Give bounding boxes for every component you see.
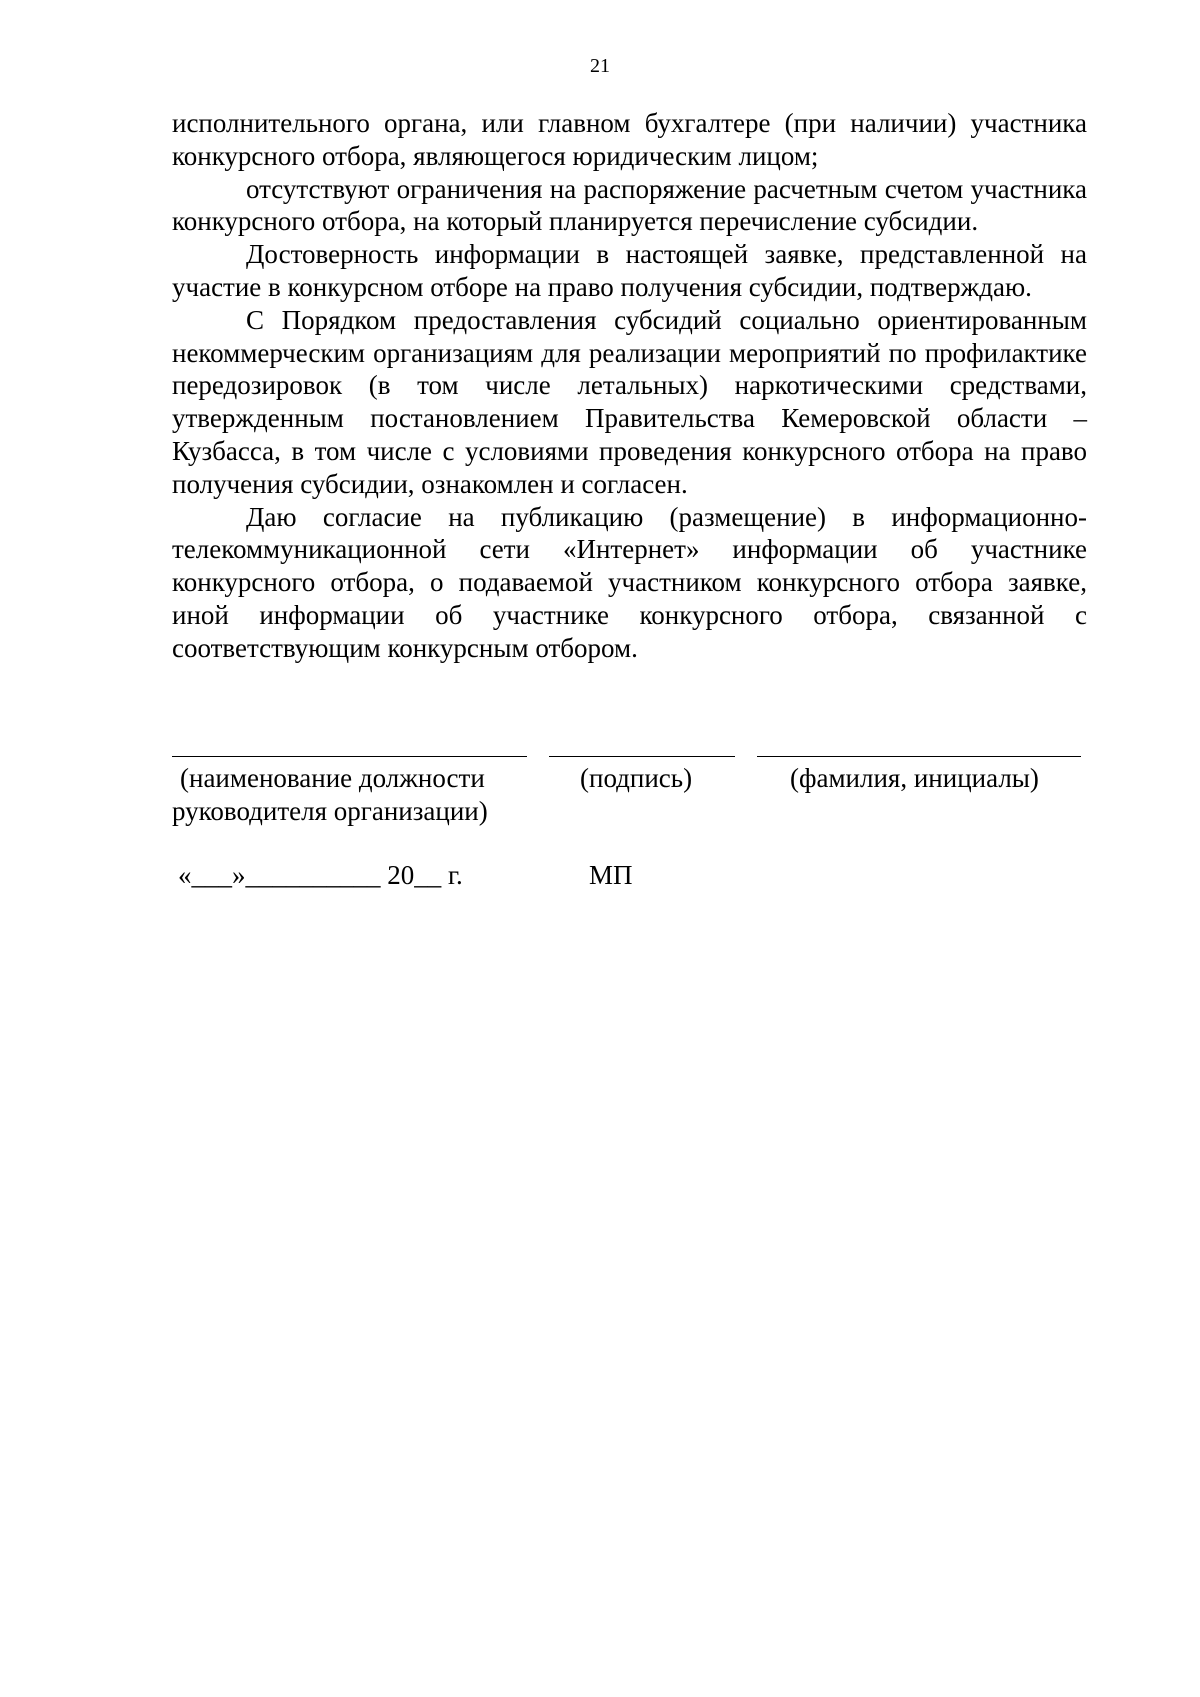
paragraph-4: С Порядком предоставления субсидий социально ориентированным некоммерческим организациям для реализации мероприятий по профилактике передозировок (в том числе летальных) наркотическими средствами, утвержденным постановлением Правительства Кемеровской области – Кузбасса, в том числе с условиями проведения конкурсного отбора на право получения субсидии, ознакомлен и согласен. (172, 304, 1087, 499)
name-caption: (фамилия, инициалы) (790, 763, 1039, 793)
paragraph-1: исполнительного органа, или главном бухгалтере (при наличии) участника конкурсного отбора, являющегося юридическим лицом; (172, 108, 1087, 171)
paragraph-2: отсутствуют ограничения на распоряжение расчетным счетом участника конкурсного отбора, на который планируется перечисление субсидии. (172, 173, 1087, 237)
paragraph-5: Даю согласие на публикацию (размещение) в информационно-телекоммуникационной сети «Интернет» информации об участнике конкурсного отбора, о подаваемой участником конкурсного отбора заявке, иной информации об участнике конкурсного отбора, связанной с соответствующим конкурсным отбором. (172, 501, 1087, 663)
signature-line (549, 756, 735, 757)
signature-caption: (подпись) (580, 763, 693, 793)
date-line: «___»__________ 20__ г. (178, 860, 463, 890)
paragraph-3: Достоверность информации в настоящей заявке, представленной на участие в конкурсном отборе на право получения субсидии, подтверждаю. (172, 239, 1087, 302)
stamp-label: МП (589, 860, 633, 890)
document-body (172, 107, 1087, 665)
page-number: 21 (590, 55, 610, 77)
position-signature-line (172, 756, 527, 757)
position-caption (172, 762, 488, 828)
position-caption-line-2: руководителя организации) (172, 795, 488, 826)
name-signature-line (757, 756, 1081, 757)
position-caption-line-1: (наименование должности (180, 763, 485, 793)
